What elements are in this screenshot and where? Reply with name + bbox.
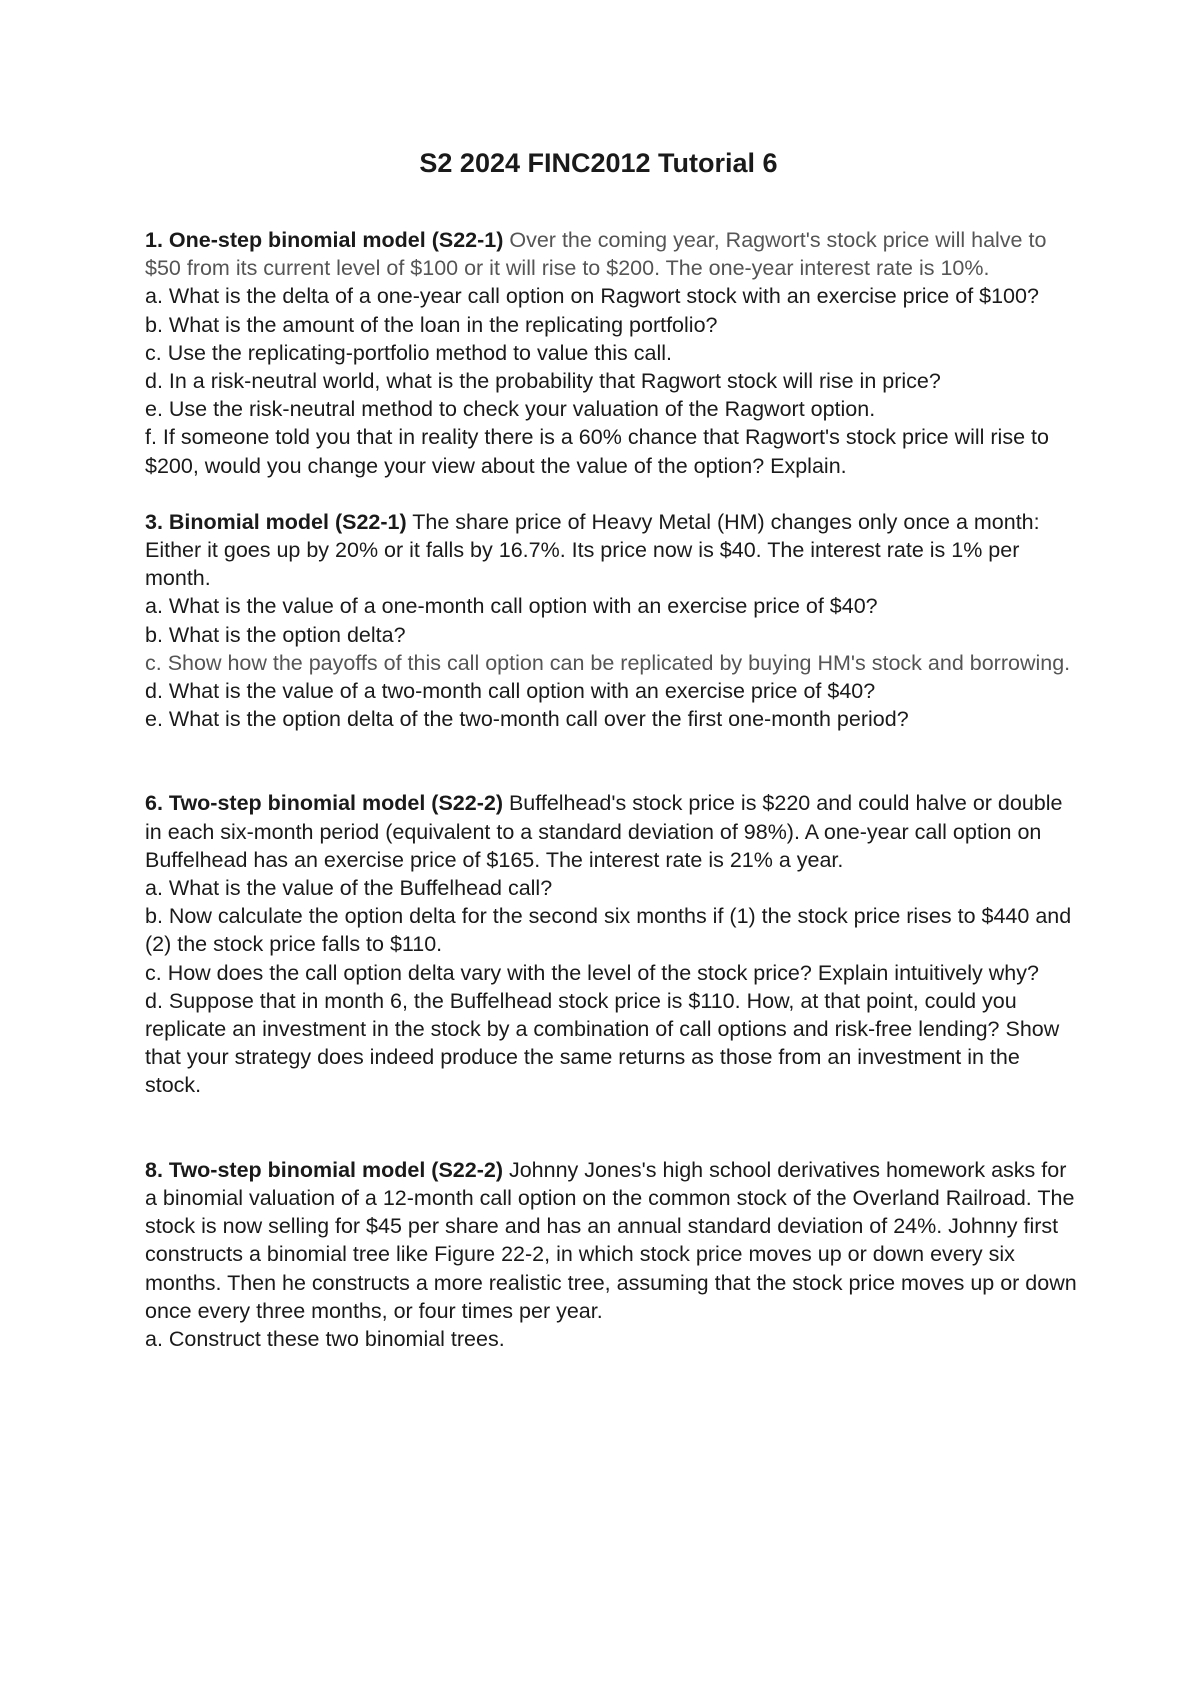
question-intro: Johnny Jones's high school derivatives homework asks for a binomial valuation of a 12-month call option on the common stock of the Overland Railroad. The stock is now selling for $45 per share and has an annual standard deviation of 24%. Johnny first constructs a binomial tree like Figure 22-2, in which stock price moves up or down every six months. Then he constructs a more realistic tree, assuming that the stock price moves up or down once every three months, or four times per year. — [145, 1157, 1077, 1323]
question-3 — [145, 508, 1080, 734]
question-part: e. What is the option delta of the two-month call over the first one-month period? — [145, 707, 909, 732]
question-heading: 8. Two-step binomial model (S22-2) — [145, 1157, 503, 1182]
question-6 — [145, 789, 1080, 1099]
question-1 — [145, 226, 1080, 480]
question-part: b. Now calculate the option delta for the second six months if (1) the stock price rises to $440 and (2) the stock price falls to $110. — [145, 904, 1072, 957]
question-heading: 3. Binomial model (S22-1) — [145, 509, 407, 534]
question-part: a. What is the value of the Buffelhead call? — [145, 876, 553, 901]
question-8 — [145, 1156, 1080, 1353]
question-part: a. Construct these two binomial trees. — [145, 1326, 505, 1351]
question-part: c. How does the call option delta vary with the level of the stock price? Explain intuitively why? — [145, 960, 1039, 985]
question-heading: 1. One-step binomial model (S22-1) — [145, 228, 504, 252]
question-part: f. If someone told you that in reality there is a 60% chance that Ragwort's stock price will rise to $200, would you change your view about the value of the option? Explain. — [145, 425, 1049, 478]
question-heading: 6. Two-step binomial model (S22-2) — [145, 791, 503, 816]
question-part: c. Use the replicating-portfolio method to value this call. — [145, 340, 673, 365]
question-intro: Buffelhead's stock price is $220 and could halve or double in each six-month period (equivalent to a standard deviation of 98%). A one-year call option on Buffelhead has an exercise price of $165. The interest rate is 21% a year. — [145, 791, 1063, 872]
question-part: d. In a risk-neutral world, what is the probability that Ragwort stock will rise in price? — [145, 369, 941, 394]
question-part: a. What is the delta of a one-year call option on Ragwort stock with an exercise price of $100? — [145, 284, 1039, 309]
question-part: c. Show how the payoffs of this call option can be replicated by buying HM's stock and borrowing. — [145, 650, 1071, 675]
question-part: e. Use the risk-neutral method to check your valuation of the Ragwort option. — [145, 397, 876, 422]
question-part: b. What is the amount of the loan in the replicating portfolio? — [145, 312, 718, 337]
question-part: d. What is the value of a two-month call option with an exercise price of $40? — [145, 679, 876, 704]
question-part: d. Suppose that in month 6, the Buffelhead stock price is $110. How, at that point, could you replicate an investment in the stock by a combination of call options and risk-free lending? Show that your strategy does indeed produce the same returns as those from an investment in the stock. — [145, 988, 1060, 1098]
question-part: a. What is the value of a one-month call option with an exercise price of $40? — [145, 594, 878, 619]
question-intro: Over the coming year, Ragwort's stock price will halve to $50 from its current level of $100 or it will rise to $200. The one-year interest rate is 10%. — [145, 228, 1047, 281]
question-intro: The share price of Heavy Metal (HM) changes only once a month: Either it goes up by 20% or it falls by 16.7%. Its price now is $40. The interest rate is 1% per month. — [145, 509, 1040, 591]
page-title: S2 2024 FINC2012 Tutorial 6 — [419, 148, 778, 178]
question-part: b. What is the option delta? — [145, 622, 406, 647]
